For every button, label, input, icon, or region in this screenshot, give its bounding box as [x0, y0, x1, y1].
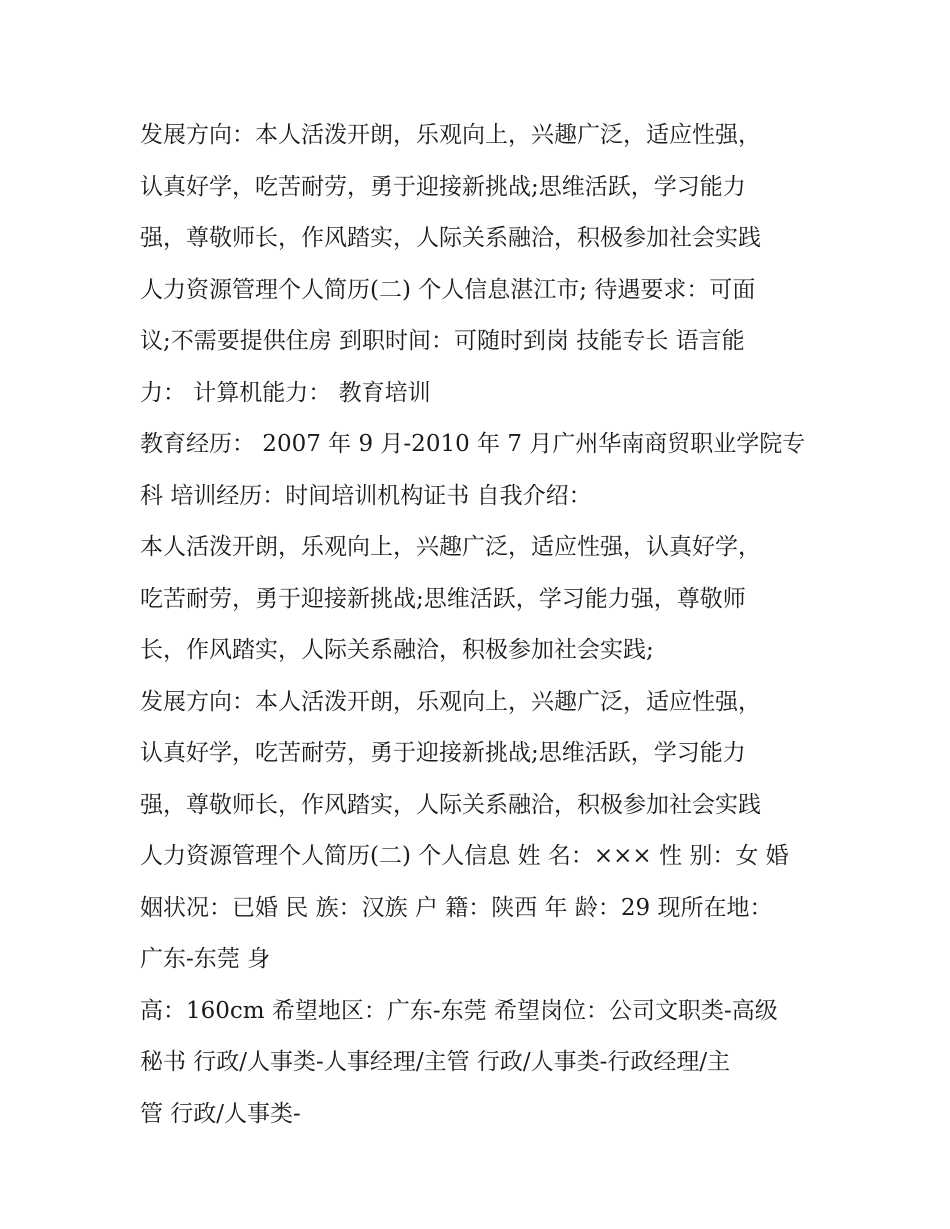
text-line-12: 发展方向：本人活泼开朗，乐观向上，兴趣广泛，适应性强，	[140, 688, 761, 715]
text-line-8: 科 培训经历：时间培训机构证书 自我介绍：	[140, 482, 592, 509]
text-line-2: 认真好学，吃苦耐劳，勇于迎接新挑战;思维活跃，学习能力	[140, 173, 746, 200]
text-line-9: 本人活泼开朗，乐观向上，兴趣广泛，适应性强，认真好学，	[140, 534, 761, 560]
text-line-1: 发展方向：本人活泼开朗，乐观向上，兴趣广泛，适应性强，	[140, 122, 761, 148]
text-line-16: 姻状况：已婚 民 族：汉族 户 籍：陕西 年 龄：29 现所在地：	[140, 894, 773, 921]
document-body	[140, 110, 820, 1140]
text-line-10: 吃苦耐劳，勇于迎接新挑战;思维活跃，学习能力强，尊敬师	[140, 585, 746, 612]
text-line-18: 高：160cm 希望地区：广东-东莞 希望岗位：公司文职类-高级	[140, 997, 778, 1024]
text-line-6: 力： 计算机能力： 教育培训	[140, 379, 431, 406]
text-line-3: 强，尊敬师长，作风踏实，人际关系融洽，积极参加社会实践	[140, 225, 761, 251]
text-line-4: 人力资源管理个人简历(二) 个人信息湛江市; 待遇要求：可面	[140, 276, 756, 303]
text-line-20: 管 行政/人事类-	[140, 1100, 301, 1127]
text-line-15: 人力资源管理个人简历(二) 个人信息 姓 名：××× 性 别：女 婚	[140, 843, 789, 869]
text-line-5: 议;不需要提供住房 到职时间：可随时到岗 技能专长 语言能	[140, 328, 745, 354]
text-line-7: 教育经历： 2007 年 9 月-2010 年 7 月广州华南商贸职业学院专	[140, 431, 806, 457]
text-line-19: 秘书 行政/人事类-人事经理/主管 行政/人事类-行政经理/主	[140, 1049, 731, 1075]
text-line-14: 强，尊敬师长，作风踏实，人际关系融洽，积极参加社会实践	[140, 791, 761, 818]
text-line-17: 广东-东莞 身	[140, 946, 271, 972]
text-line-13: 认真好学，吃苦耐劳，勇于迎接新挑战;思维活跃，学习能力	[140, 740, 746, 766]
text-line-11: 长，作风踏实，人际关系融洽，积极参加社会实践;	[140, 637, 654, 663]
